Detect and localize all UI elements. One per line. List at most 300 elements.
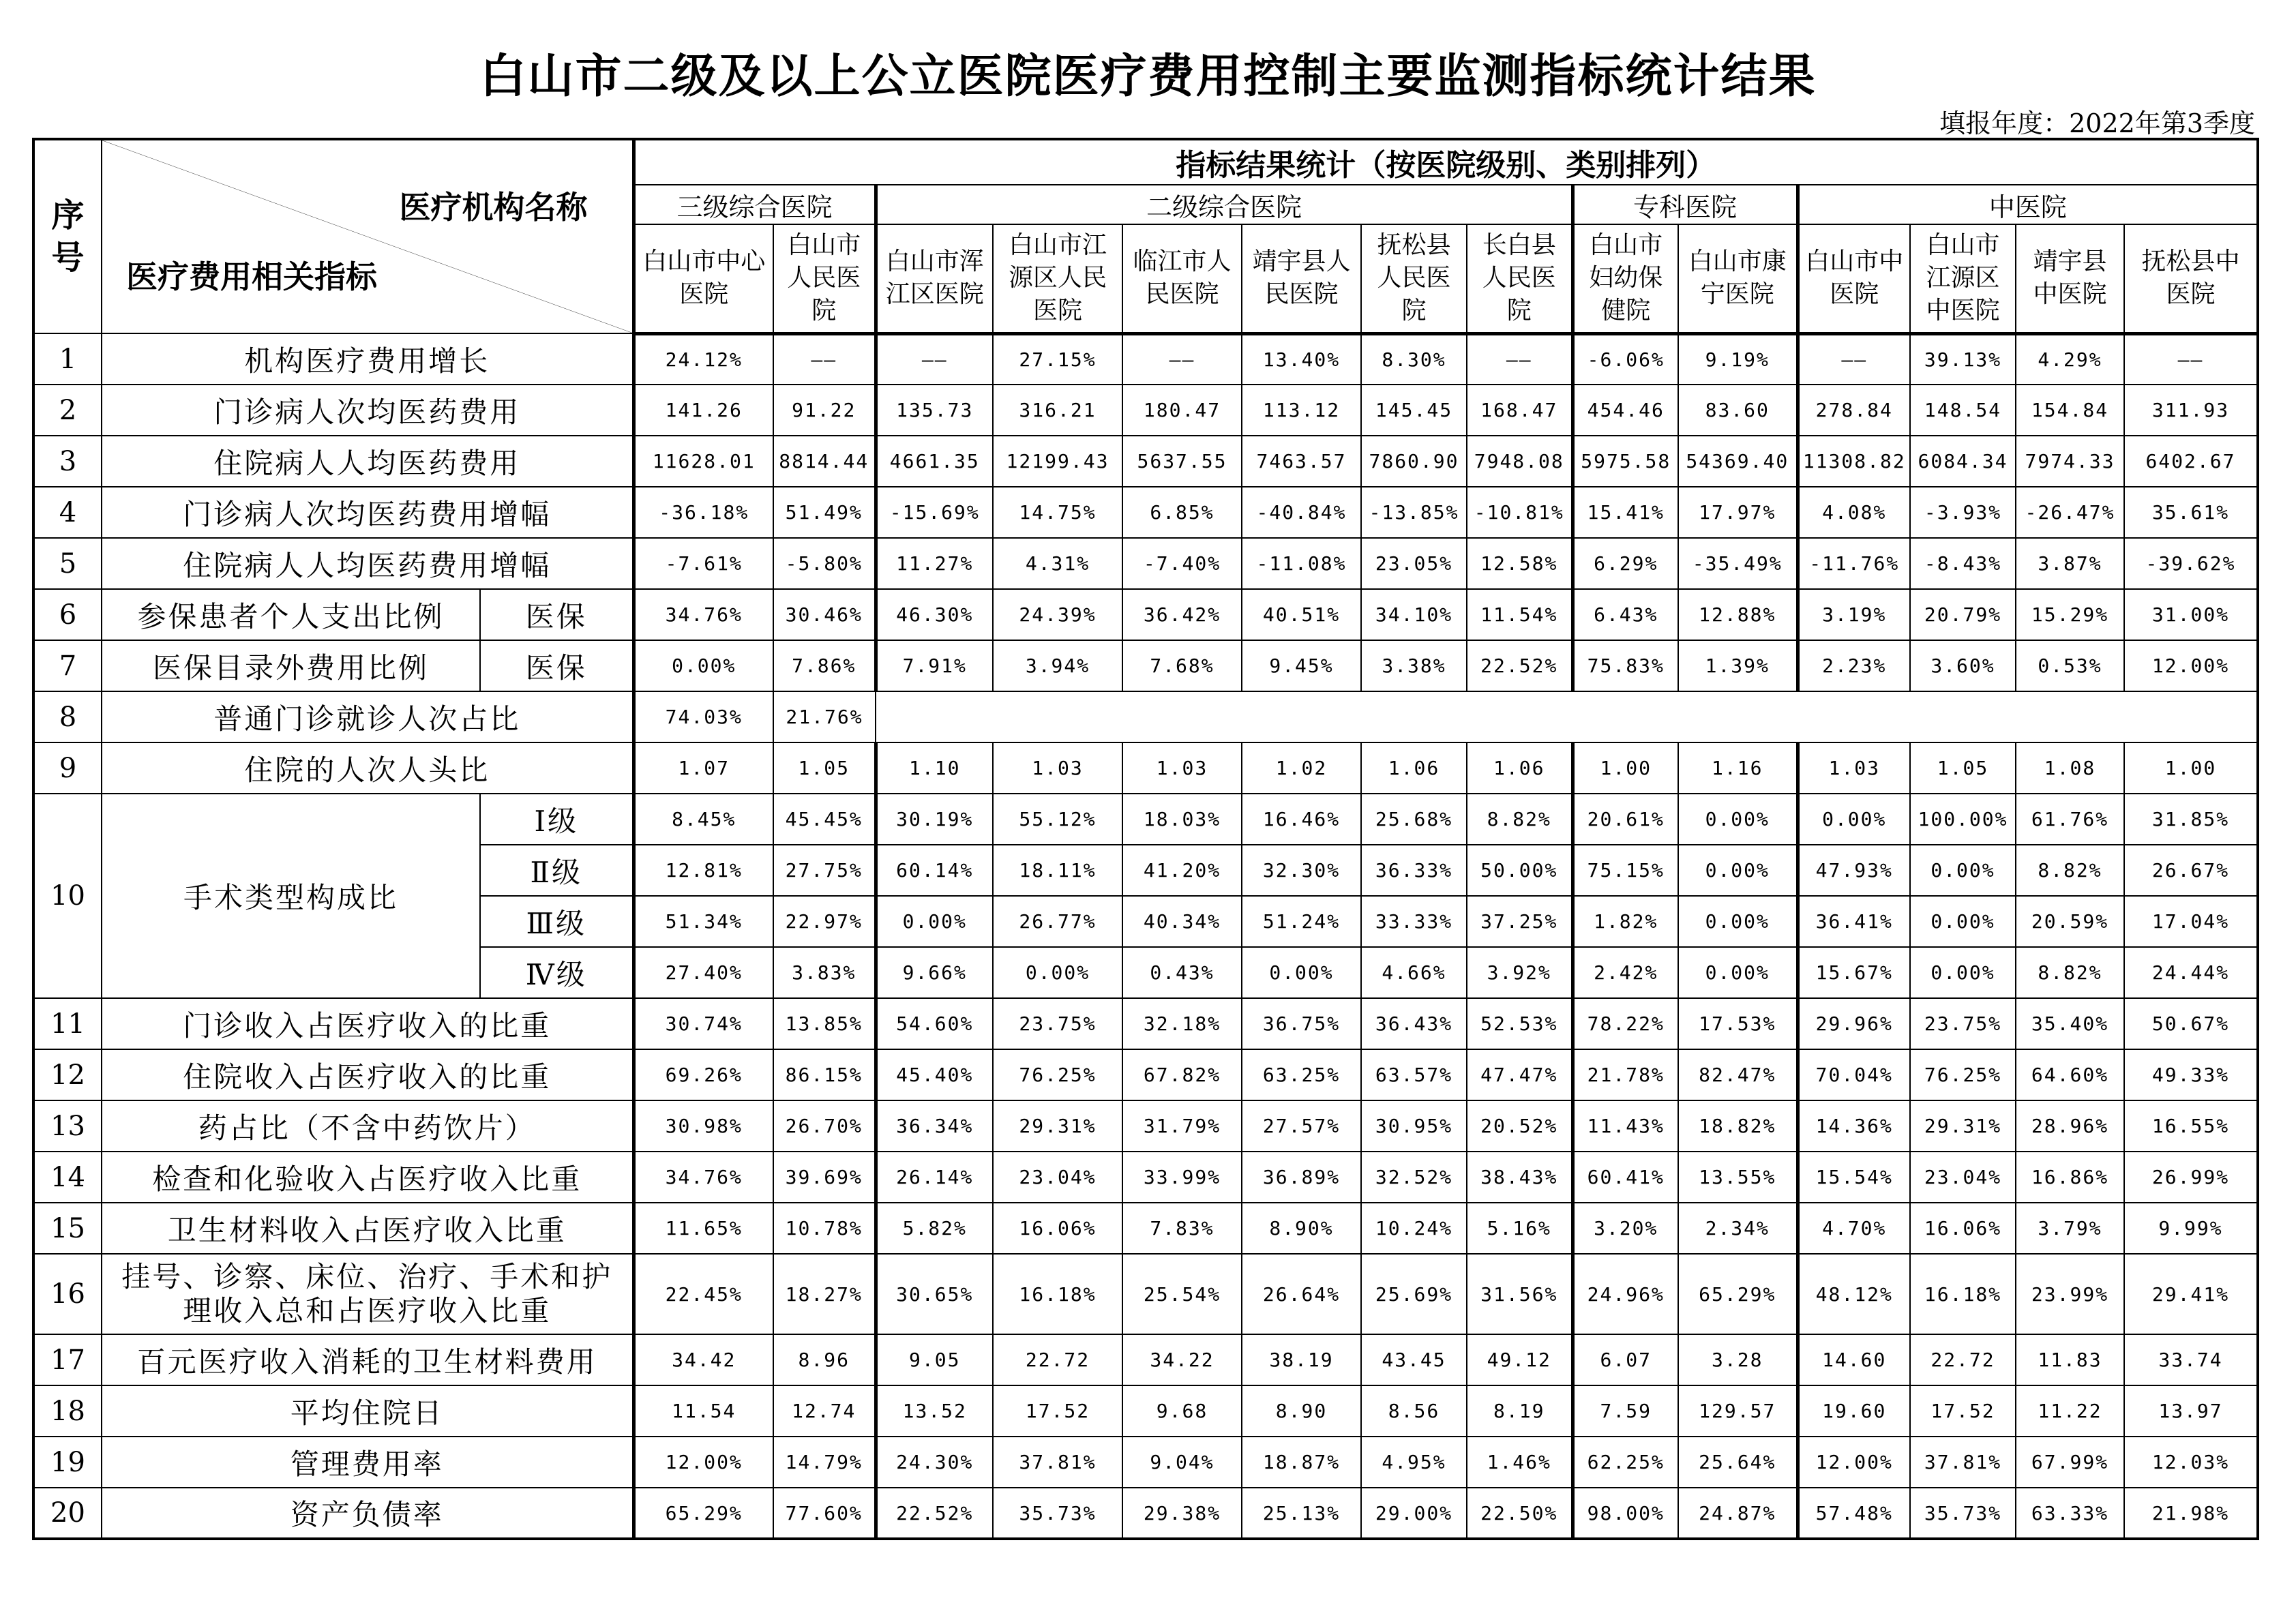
data-cell: 22.50% [1467, 1488, 1572, 1539]
data-cell: 61.76% [2016, 794, 2124, 845]
data-cell: 65.29% [1678, 1254, 1798, 1334]
row-label: 管理费用率 [102, 1437, 633, 1488]
row-sublabel: 医保 [480, 640, 633, 691]
data-cell: 33.74 [2124, 1334, 2258, 1385]
data-cell: 50.00% [1467, 845, 1572, 896]
data-cell: 31.85% [2124, 794, 2258, 845]
data-cell: 7.91% [876, 640, 993, 691]
row-label: 手术类型构成比 [102, 794, 480, 998]
data-cell: 9.45% [1242, 640, 1361, 691]
data-cell: 0.00% [1678, 845, 1798, 896]
data-cell: 28.96% [2016, 1100, 2124, 1152]
data-cell: 20.59% [2016, 896, 2124, 947]
data-cell: 31.56% [1467, 1254, 1572, 1334]
hospital-header: 白山市江源区中医院 [1910, 224, 2016, 333]
data-cell: 12.00% [2124, 640, 2258, 691]
data-cell: 47.93% [1798, 845, 1910, 896]
report-period: 填报年度：2022年第3季度 [1939, 108, 2255, 138]
row-seq: 7 [33, 640, 102, 691]
data-cell: 13.55% [1678, 1152, 1798, 1203]
data-cell: 67.82% [1122, 1049, 1242, 1100]
data-cell: 0.00% [993, 947, 1122, 998]
row-label: 平均住院日 [102, 1385, 633, 1437]
data-cell: -15.69% [876, 487, 993, 538]
data-cell: 13.52 [876, 1385, 993, 1437]
data-cell: 1.00 [1572, 742, 1678, 794]
row-label: 参保患者个人支出比例 [102, 589, 480, 640]
data-cell: 11.22 [2016, 1385, 2124, 1437]
row-label: 机构医疗费用增长 [102, 333, 633, 385]
data-cell: 29.31% [993, 1100, 1122, 1152]
data-cell: 43.45 [1361, 1334, 1467, 1385]
data-cell: 1.03 [1798, 742, 1910, 794]
data-cell: 45.45% [773, 794, 876, 845]
data-cell: 1.02 [1242, 742, 1361, 794]
data-cell: 0.00% [876, 896, 993, 947]
row-sublabel: Ⅲ级 [480, 896, 633, 947]
data-cell: 40.34% [1122, 896, 1242, 947]
data-cell: 63.25% [1242, 1049, 1361, 1100]
data-cell: 6.29% [1572, 538, 1678, 589]
data-cell: 2.42% [1572, 947, 1678, 998]
row-seq: 3 [33, 436, 102, 487]
data-cell: 31.00% [2124, 589, 2258, 640]
data-cell: 0.43% [1122, 947, 1242, 998]
data-cell: 23.04% [1910, 1152, 2016, 1203]
data-cell: 3.20% [1572, 1203, 1678, 1254]
data-cell: 86.15% [773, 1049, 876, 1100]
data-cell: 13.85% [773, 998, 876, 1049]
row-sublabel: 医保 [480, 589, 633, 640]
data-cell: 22.52% [1467, 640, 1572, 691]
data-cell: 1.05 [773, 742, 876, 794]
data-cell: 8.82% [1467, 794, 1572, 845]
data-cell: 3.19% [1798, 589, 1910, 640]
row-label: 挂号、诊察、床位、治疗、手术和护理收入总和占医疗收入比重 [102, 1254, 633, 1334]
data-cell: 30.19% [876, 794, 993, 845]
data-cell: 78.22% [1572, 998, 1678, 1049]
data-cell: 91.22 [773, 385, 876, 436]
category-header: 中医院 [1798, 185, 2258, 224]
row-label: 门诊收入占医疗收入的比重 [102, 998, 633, 1049]
data-cell: 1.39% [1678, 640, 1798, 691]
data-cell: 6.07 [1572, 1334, 1678, 1385]
data-cell: 6.43% [1572, 589, 1678, 640]
data-cell: 7.86% [773, 640, 876, 691]
data-cell: 57.48% [1798, 1488, 1910, 1539]
data-cell: 311.93 [2124, 385, 2258, 436]
data-cell: 51.34% [633, 896, 773, 947]
data-cell: 1.08 [2016, 742, 2124, 794]
data-cell: 316.21 [993, 385, 1122, 436]
row-seq: 12 [33, 1049, 102, 1100]
row-label: 药占比（不含中药饮片） [102, 1100, 633, 1152]
data-cell: 20.61% [1572, 794, 1678, 845]
data-cell: 16.18% [993, 1254, 1122, 1334]
data-cell: 63.33% [2016, 1488, 2124, 1539]
data-cell: 26.64% [1242, 1254, 1361, 1334]
data-cell: 12199.43 [993, 436, 1122, 487]
row-seq: 11 [33, 998, 102, 1049]
data-cell: 33.99% [1122, 1152, 1242, 1203]
data-cell: 1.03 [1122, 742, 1242, 794]
data-cell: —— [1467, 333, 1572, 385]
data-cell: 24.30% [876, 1437, 993, 1488]
data-cell: —— [876, 333, 993, 385]
hospital-header: 白山市江源区人民医院 [993, 224, 1122, 333]
data-cell: 23.75% [1910, 998, 2016, 1049]
data-cell: 29.96% [1798, 998, 1910, 1049]
data-cell: 54369.40 [1678, 436, 1798, 487]
data-cell: 135.73 [876, 385, 993, 436]
row-seq: 1 [33, 333, 102, 385]
data-cell: 23.04% [993, 1152, 1122, 1203]
data-cell: 3.92% [1467, 947, 1572, 998]
data-cell: 12.00% [1798, 1437, 1910, 1488]
row-label: 百元医疗收入消耗的卫生材料费用 [102, 1334, 633, 1385]
data-cell: 35.73% [1910, 1488, 2016, 1539]
row-seq: 18 [33, 1385, 102, 1437]
data-cell: 3.83% [773, 947, 876, 998]
data-cell: 1.05 [1910, 742, 2016, 794]
diagonal-divider [102, 140, 632, 333]
data-cell: 49.12 [1467, 1334, 1572, 1385]
data-cell: 454.46 [1572, 385, 1678, 436]
data-cell: -3.93% [1910, 487, 2016, 538]
data-cell: 17.04% [2124, 896, 2258, 947]
data-cell: 1.82% [1572, 896, 1678, 947]
data-cell: 8.56 [1361, 1385, 1467, 1437]
data-cell: 12.74 [773, 1385, 876, 1437]
data-cell: 25.54% [1122, 1254, 1242, 1334]
data-cell: 36.89% [1242, 1152, 1361, 1203]
data-cell: 10.78% [773, 1203, 876, 1254]
data-cell: 18.27% [773, 1254, 876, 1334]
header-group-title: 指标结果统计（按医院级别、类别排列） [633, 139, 2258, 185]
data-cell: 11.65% [633, 1203, 773, 1254]
data-cell: 14.60 [1798, 1334, 1910, 1385]
data-cell: 64.60% [2016, 1049, 2124, 1100]
category-header: 三级综合医院 [633, 185, 876, 224]
data-cell: 14.79% [773, 1437, 876, 1488]
data-cell: 32.30% [1242, 845, 1361, 896]
data-cell: 3.60% [1910, 640, 2016, 691]
data-cell: -40.84% [1242, 487, 1361, 538]
data-cell: 1.06 [1467, 742, 1572, 794]
data-cell: 19.60 [1798, 1385, 1910, 1437]
row-sublabel: Ⅳ级 [480, 947, 633, 998]
data-cell: 54.60% [876, 998, 993, 1049]
data-cell: 7948.08 [1467, 436, 1572, 487]
data-cell: 4661.35 [876, 436, 993, 487]
data-cell: 62.25% [1572, 1437, 1678, 1488]
data-cell: 49.33% [2124, 1049, 2258, 1100]
data-cell: 22.45% [633, 1254, 773, 1334]
data-cell: 3.94% [993, 640, 1122, 691]
data-cell: 35.40% [2016, 998, 2124, 1049]
data-cell: 26.67% [2124, 845, 2258, 896]
data-cell: -36.18% [633, 487, 773, 538]
data-cell: 0.00% [1678, 794, 1798, 845]
data-cell: 4.31% [993, 538, 1122, 589]
header-org-name: 医疗机构名称 [399, 189, 588, 226]
data-cell: 26.77% [993, 896, 1122, 947]
data-cell: -13.85% [1361, 487, 1467, 538]
hospital-header: 靖宇县人民医院 [1242, 224, 1361, 333]
data-cell: 39.13% [1910, 333, 2016, 385]
hospital-header: 白山市浑江区医院 [876, 224, 993, 333]
data-cell: 5975.58 [1572, 436, 1678, 487]
row-label: 普通门诊就诊人次占比 [102, 691, 633, 742]
data-cell: 20.52% [1467, 1100, 1572, 1152]
data-cell: 1.07 [633, 742, 773, 794]
data-cell: 31.79% [1122, 1100, 1242, 1152]
data-cell: 25.69% [1361, 1254, 1467, 1334]
data-cell: 1.06 [1361, 742, 1467, 794]
data-cell: 3.28 [1678, 1334, 1798, 1385]
data-cell: 29.38% [1122, 1488, 1242, 1539]
data-cell: 0.00% [1798, 794, 1910, 845]
data-cell: 0.00% [1910, 947, 2016, 998]
data-cell: 13.40% [1242, 333, 1361, 385]
data-cell: -10.81% [1467, 487, 1572, 538]
data-cell: 46.30% [876, 589, 993, 640]
data-cell: 26.14% [876, 1152, 993, 1203]
data-cell: 8814.44 [773, 436, 876, 487]
row-seq: 13 [33, 1100, 102, 1152]
data-cell: 36.42% [1122, 589, 1242, 640]
data-cell: 34.42 [633, 1334, 773, 1385]
row-seq: 4 [33, 487, 102, 538]
hospital-header: 抚松县人民医院 [1361, 224, 1467, 333]
data-cell: 52.53% [1467, 998, 1572, 1049]
row-seq: 20 [33, 1488, 102, 1539]
data-cell: 22.52% [876, 1488, 993, 1539]
data-cell: 3.79% [2016, 1203, 2124, 1254]
hospital-header: 白山市康宁医院 [1678, 224, 1798, 333]
data-cell: 60.14% [876, 845, 993, 896]
row-seq: 15 [33, 1203, 102, 1254]
data-cell: 36.43% [1361, 998, 1467, 1049]
data-cell: 34.76% [633, 1152, 773, 1203]
data-cell: 4.08% [1798, 487, 1910, 538]
data-cell: 48.12% [1798, 1254, 1910, 1334]
row-seq: 6 [33, 589, 102, 640]
data-cell: 11.43% [1572, 1100, 1678, 1152]
row-label: 住院病人人均医药费用增幅 [102, 538, 633, 589]
data-cell: 45.40% [876, 1049, 993, 1100]
data-cell: 9.05 [876, 1334, 993, 1385]
data-cell: —— [1798, 333, 1910, 385]
data-cell: 8.82% [2016, 947, 2124, 998]
data-cell: 148.54 [1910, 385, 2016, 436]
data-cell: 17.53% [1678, 998, 1798, 1049]
data-cell: 18.03% [1122, 794, 1242, 845]
data-cell: 25.64% [1678, 1437, 1798, 1488]
data-cell: 7.68% [1122, 640, 1242, 691]
data-cell: 17.52 [1910, 1385, 2016, 1437]
data-cell: 32.52% [1361, 1152, 1467, 1203]
data-cell: 100.00% [1910, 794, 2016, 845]
category-header: 二级综合医院 [876, 185, 1572, 224]
data-cell: 75.15% [1572, 845, 1678, 896]
data-cell: 129.57 [1678, 1385, 1798, 1437]
data-cell: 1.00 [2124, 742, 2258, 794]
data-cell: 22.72 [993, 1334, 1122, 1385]
data-cell: 26.70% [773, 1100, 876, 1152]
data-cell: 76.25% [993, 1049, 1122, 1100]
data-cell: 24.39% [993, 589, 1122, 640]
header-indicator: 医疗费用相关指标 [126, 258, 377, 295]
data-cell: 35.61% [2124, 487, 2258, 538]
row-label: 门诊病人次均医药费用 [102, 385, 633, 436]
data-cell: 29.00% [1361, 1488, 1467, 1539]
data-cell: 32.18% [1122, 998, 1242, 1049]
data-cell: 12.03% [2124, 1437, 2258, 1488]
data-cell: 36.34% [876, 1100, 993, 1152]
data-cell: 9.66% [876, 947, 993, 998]
data-cell: 22.72 [1910, 1334, 2016, 1385]
data-cell: 5.16% [1467, 1203, 1572, 1254]
data-cell: 8.96 [773, 1334, 876, 1385]
data-cell: 20.79% [1910, 589, 2016, 640]
data-cell: 70.04% [1798, 1049, 1910, 1100]
row-label: 住院收入占医疗收入的比重 [102, 1049, 633, 1100]
data-cell: 27.57% [1242, 1100, 1361, 1152]
data-cell: -11.08% [1242, 538, 1361, 589]
hospital-header: 靖宇县中医院 [2016, 224, 2124, 333]
data-cell: 3.38% [1361, 640, 1467, 691]
data-cell: 21.76% [773, 691, 876, 742]
data-cell: 40.51% [1242, 589, 1361, 640]
data-cell: 0.00% [1678, 947, 1798, 998]
data-cell: 16.86% [2016, 1152, 2124, 1203]
data-cell: —— [1122, 333, 1242, 385]
data-cell: 24.12% [633, 333, 773, 385]
data-cell: 4.29% [2016, 333, 2124, 385]
data-cell: 29.41% [2124, 1254, 2258, 1334]
data-cell: 77.60% [773, 1488, 876, 1539]
row-label: 卫生材料收入占医疗收入比重 [102, 1203, 633, 1254]
data-cell: -11.76% [1798, 538, 1910, 589]
row-seq: 16 [33, 1254, 102, 1334]
hospital-header: 白山市中医院 [1798, 224, 1910, 333]
data-cell: 23.99% [2016, 1254, 2124, 1334]
data-cell: 23.75% [993, 998, 1122, 1049]
data-cell: 25.13% [1242, 1488, 1361, 1539]
data-cell: -35.49% [1678, 538, 1798, 589]
data-cell: -5.80% [773, 538, 876, 589]
data-cell: 11.27% [876, 538, 993, 589]
data-cell: 141.26 [633, 385, 773, 436]
data-cell: 50.67% [2124, 998, 2258, 1049]
data-cell: -26.47% [2016, 487, 2124, 538]
data-cell: 69.26% [633, 1049, 773, 1100]
data-cell: 4.95% [1361, 1437, 1467, 1488]
data-cell: 12.88% [1678, 589, 1798, 640]
row-seq: 2 [33, 385, 102, 436]
data-cell: 27.15% [993, 333, 1122, 385]
row-seq: 17 [33, 1334, 102, 1385]
data-cell: 21.78% [1572, 1049, 1678, 1100]
data-cell: —— [773, 333, 876, 385]
data-cell: 13.97 [2124, 1385, 2258, 1437]
data-cell: 0.53% [2016, 640, 2124, 691]
data-cell: 15.67% [1798, 947, 1910, 998]
data-cell: 27.75% [773, 845, 876, 896]
hospital-header: 白山市妇幼保健院 [1572, 224, 1678, 333]
data-cell: 7.83% [1122, 1203, 1242, 1254]
row-seq: 10 [33, 794, 102, 998]
data-cell: 168.47 [1467, 385, 1572, 436]
data-cell: 5.82% [876, 1203, 993, 1254]
data-cell: 1.03 [993, 742, 1122, 794]
statistics-table [32, 138, 2259, 1540]
data-cell: 41.20% [1122, 845, 1242, 896]
data-cell: 30.98% [633, 1100, 773, 1152]
data-cell: 8.82% [2016, 845, 2124, 896]
data-cell: 30.95% [1361, 1100, 1467, 1152]
row-label: 资产负债率 [102, 1488, 633, 1539]
data-cell: 18.11% [993, 845, 1122, 896]
header-corner [102, 139, 633, 333]
header-seq [33, 139, 102, 333]
data-cell: 3.87% [2016, 538, 2124, 589]
data-cell: 4.66% [1361, 947, 1467, 998]
row-seq: 19 [33, 1437, 102, 1488]
data-cell: 27.40% [633, 947, 773, 998]
row-label: 住院病人人均医药费用 [102, 436, 633, 487]
row-label: 住院的人次人头比 [102, 742, 633, 794]
data-cell: 30.46% [773, 589, 876, 640]
data-cell: 36.41% [1798, 896, 1910, 947]
data-cell: 51.49% [773, 487, 876, 538]
data-cell: 65.29% [633, 1488, 773, 1539]
data-cell: 6402.67 [2124, 436, 2258, 487]
row-label: 门诊病人次均医药费用增幅 [102, 487, 633, 538]
data-cell: 33.33% [1361, 896, 1467, 947]
data-cell: 25.68% [1361, 794, 1467, 845]
data-cell: 7860.90 [1361, 436, 1467, 487]
data-cell: 34.10% [1361, 589, 1467, 640]
data-cell: 0.00% [1910, 896, 2016, 947]
empty-cell [876, 691, 2258, 742]
data-cell: 113.12 [1242, 385, 1361, 436]
data-cell: 15.54% [1798, 1152, 1910, 1203]
row-label: 检查和化验收入占医疗收入比重 [102, 1152, 633, 1203]
data-cell: 47.47% [1467, 1049, 1572, 1100]
category-header: 专科医院 [1572, 185, 1798, 224]
data-cell: 180.47 [1122, 385, 1242, 436]
data-cell: 11308.82 [1798, 436, 1910, 487]
data-cell: 30.74% [633, 998, 773, 1049]
row-sublabel: Ⅰ级 [480, 794, 633, 845]
data-cell: 34.22 [1122, 1334, 1242, 1385]
data-cell: 14.75% [993, 487, 1122, 538]
data-cell: 24.96% [1572, 1254, 1678, 1334]
data-cell: 76.25% [1910, 1049, 2016, 1100]
data-cell: 35.73% [993, 1488, 1122, 1539]
data-cell: —— [2124, 333, 2258, 385]
data-cell: 8.19 [1467, 1385, 1572, 1437]
data-cell: 1.10 [876, 742, 993, 794]
data-cell: 38.43% [1467, 1152, 1572, 1203]
row-seq: 8 [33, 691, 102, 742]
data-cell: 10.24% [1361, 1203, 1467, 1254]
data-cell: 4.70% [1798, 1203, 1910, 1254]
data-cell: 37.25% [1467, 896, 1572, 947]
row-seq: 5 [33, 538, 102, 589]
